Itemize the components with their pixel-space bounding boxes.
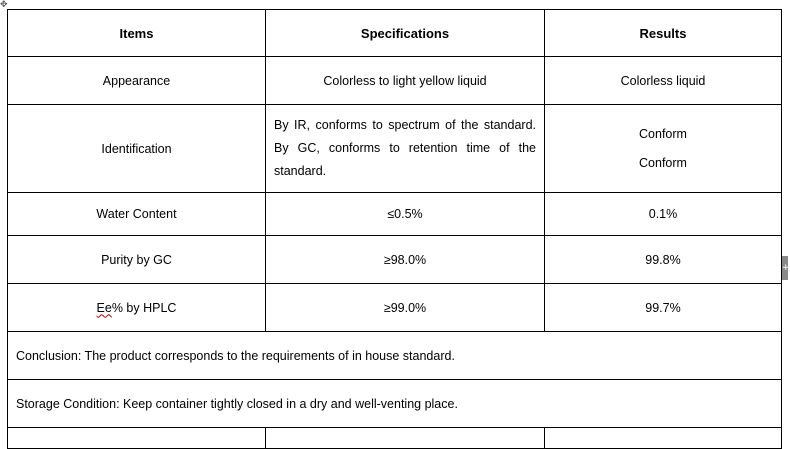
header-specifications: Specifications (266, 10, 545, 57)
specification-text: By IR, conforms to spectrum of the standard. By GC, conforms to retention time of the standard. (274, 118, 536, 178)
empty-cell (8, 428, 266, 449)
result-line: Conform (639, 155, 687, 170)
table-row (8, 57, 782, 105)
table-row (8, 284, 782, 332)
specification-table (7, 9, 782, 449)
result-cell: 0.1% (545, 193, 782, 236)
table-row (8, 105, 782, 193)
item-cell: Identification (8, 105, 266, 193)
result-cell: 99.8% (545, 236, 782, 284)
conclusion-text: Conclusion: The product corresponds to the requirements of in house standard. (8, 332, 782, 380)
header-results: Results (545, 10, 782, 57)
specification-cell: Colorless to light yellow liquid (266, 57, 545, 105)
specification-cell (266, 105, 545, 193)
item-cell (8, 284, 266, 332)
header-items: Items (8, 10, 266, 57)
table-move-handle-icon[interactable]: ✥ (0, 0, 8, 10)
item-cell: Appearance (8, 57, 266, 105)
item-text: % by HPLC (111, 300, 177, 315)
specification-cell: ≥98.0% (266, 236, 545, 284)
storage-condition-text: Storage Condition: Keep container tightly closed in a dry and well-venting place. (8, 380, 782, 428)
storage-row (8, 380, 782, 428)
table-row (8, 236, 782, 284)
item-cell: Purity by GC (8, 236, 266, 284)
specification-cell: ≥99.0% (266, 284, 545, 332)
specification-cell: ≤0.5% (266, 193, 545, 236)
table-header-row (8, 10, 782, 57)
result-cell: Colorless liquid (545, 57, 782, 105)
empty-cell (545, 428, 782, 449)
plus-icon[interactable]: + (782, 256, 788, 280)
item-cell: Water Content (8, 193, 266, 236)
result-cell: 99.7% (545, 284, 782, 332)
empty-cell (266, 428, 545, 449)
table-row (8, 193, 782, 236)
result-line: Conform (639, 126, 687, 141)
result-cell (545, 105, 782, 193)
table-row (8, 428, 782, 449)
conclusion-row (8, 332, 782, 380)
spellcheck-word: Ee (96, 300, 112, 315)
